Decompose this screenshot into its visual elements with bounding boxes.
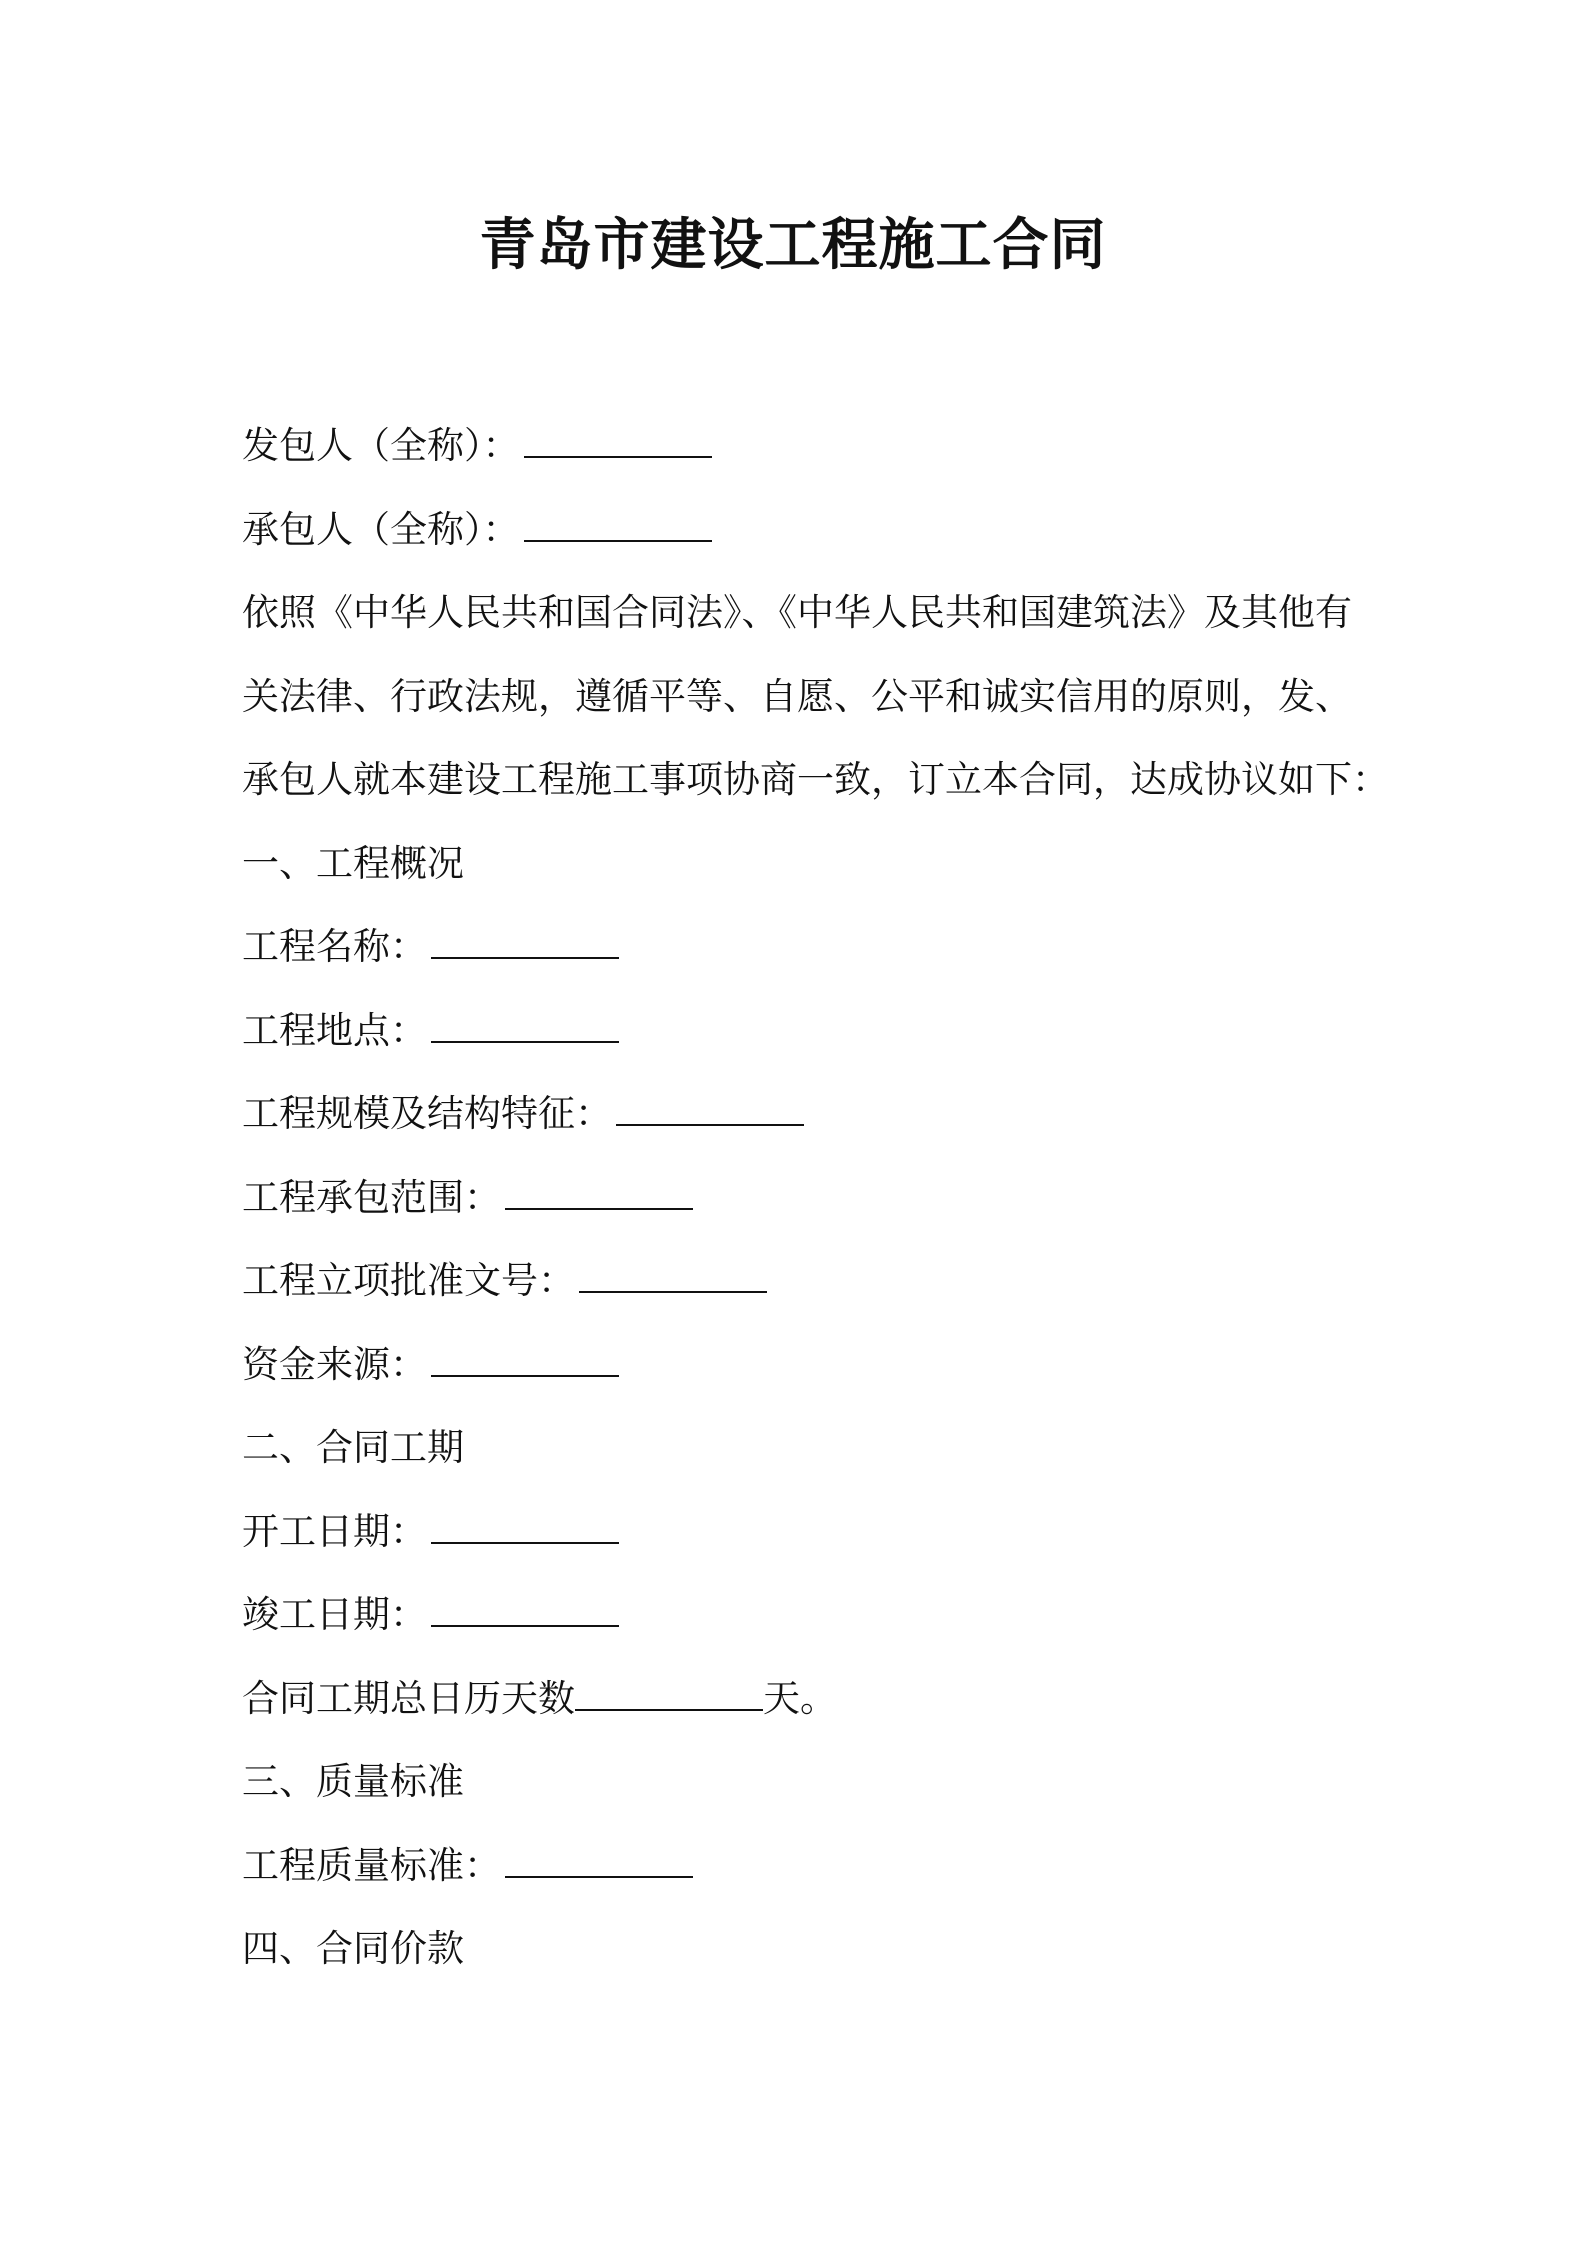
quality-standard-blank[interactable] (505, 1842, 693, 1878)
total-days-line (242, 1657, 1362, 1741)
preamble-line: 承包人就本建设工程施工事项协商一致，订立本合同，达成协议如下： (242, 758, 1389, 801)
document-title: 青岛市建设工程施工合同 (479, 213, 1107, 278)
preamble-line: 关法律、行政法规，遵循平等、自愿、公平和诚实信用的原则，发、 (242, 674, 1352, 718)
total-days-blank[interactable] (575, 1675, 763, 1711)
party-b-line (242, 488, 1362, 572)
start-date-label: 开工日期： (242, 1509, 427, 1553)
start-date-line (242, 1490, 1362, 1574)
completion-date-line (242, 1573, 1362, 1657)
quality-standard-label: 工程质量标准： (242, 1843, 501, 1887)
quality-standard-line (242, 1824, 1362, 1908)
project-location-line (242, 989, 1362, 1073)
party-b-label: 承包人（全称）： (242, 507, 520, 551)
project-name-line (242, 905, 1362, 989)
approval-number-label: 工程立项批准文号： (242, 1259, 575, 1302)
project-location-blank[interactable] (431, 1007, 619, 1043)
party-b-blank[interactable] (524, 506, 712, 542)
contract-scope-label: 工程承包范围： (242, 1175, 501, 1219)
completion-date-label: 竣工日期： (242, 1593, 427, 1636)
project-name-blank[interactable] (431, 923, 619, 959)
funding-source-line (242, 1323, 1362, 1407)
party-a-blank[interactable] (524, 422, 712, 458)
funding-source-blank[interactable] (431, 1341, 619, 1377)
start-date-blank[interactable] (431, 1508, 619, 1544)
total-days-label: 合同工期总日历天数 (242, 1676, 575, 1720)
project-name-label: 工程名称： (242, 925, 427, 968)
approval-number-blank[interactable] (579, 1257, 767, 1293)
funding-source-label: 资金来源： (242, 1342, 427, 1386)
section-heading: 四、合同价款 (242, 1927, 464, 1970)
contract-scope-blank[interactable] (505, 1174, 693, 1210)
section-heading: 三、质量标准 (242, 1760, 464, 1803)
contract-scope-line (242, 1156, 1362, 1240)
section-heading: 一、工程概况 (242, 841, 464, 885)
project-location-label: 工程地点： (242, 1008, 427, 1052)
project-scale-label: 工程规模及结构特征： (242, 1092, 612, 1135)
project-scale-line (242, 1072, 1362, 1156)
document-body (242, 404, 1389, 1991)
completion-date-blank[interactable] (431, 1591, 619, 1627)
approval-number-line (242, 1239, 1362, 1323)
section-heading: 二、合同工期 (242, 1426, 464, 1469)
project-scale-blank[interactable] (616, 1090, 804, 1126)
party-a-label: 发包人（全称）： (242, 424, 520, 467)
total-days-suffix: 天。 (763, 1676, 837, 1720)
preamble-line: 依照《中华人民共和国合同法》、《中华人民共和国建筑法》及其他有 (242, 591, 1352, 634)
party-a-line (242, 404, 1362, 488)
